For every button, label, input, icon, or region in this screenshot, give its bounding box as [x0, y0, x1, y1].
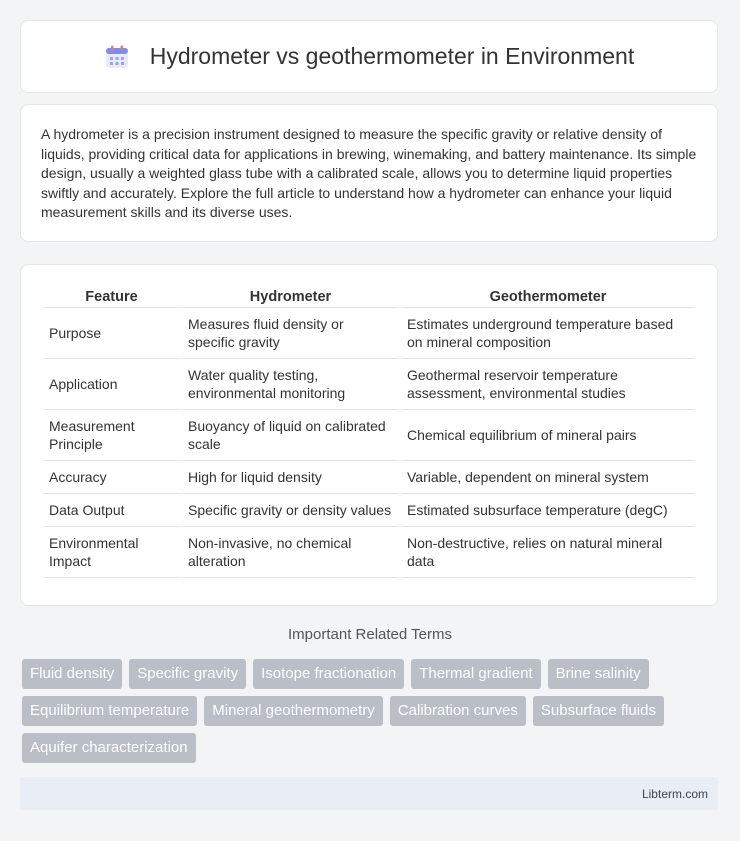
- term-tag[interactable]: Brine salinity: [548, 659, 649, 689]
- geothermometer-cell: Estimated subsurface temperature (degC): [401, 494, 695, 527]
- term-tag[interactable]: Calibration curves: [390, 696, 526, 726]
- term-tag[interactable]: Equilibrium temperature: [22, 696, 197, 726]
- table-row: [43, 359, 695, 410]
- term-tag[interactable]: Aquifer characterization: [22, 733, 196, 763]
- hydrometer-cell: Measures fluid density or specific gravity: [182, 308, 399, 359]
- geothermometer-cell: Estimates underground temperature based on mineral composition: [401, 308, 695, 359]
- feature-cell: Accuracy: [43, 461, 180, 494]
- geothermometer-cell: Non-destructive, relies on natural mineral data: [401, 527, 695, 578]
- geothermometer-cell: Variable, dependent on mineral system: [401, 461, 695, 494]
- comparison-table: [41, 285, 697, 578]
- table-row: [43, 308, 695, 359]
- footer-site-link[interactable]: Libterm.com: [641, 786, 708, 801]
- table-row: [43, 410, 695, 461]
- calendar-icon: [104, 44, 130, 70]
- header-card: [20, 20, 718, 93]
- term-tag[interactable]: Thermal gradient: [411, 659, 540, 689]
- term-tag[interactable]: Specific gravity: [129, 659, 246, 689]
- table-header-row: [43, 285, 695, 308]
- table-row: [43, 527, 695, 578]
- page-title: Hydrometer vs geothermometer in Environment: [149, 43, 635, 69]
- related-terms-title: Important Related Terms: [288, 626, 452, 643]
- geothermometer-cell: Chemical equilibrium of mineral pairs: [401, 410, 695, 461]
- term-tag[interactable]: Mineral geothermometry: [204, 696, 383, 726]
- comparison-card: [20, 264, 718, 606]
- table-row: [43, 461, 695, 494]
- header-feature: Feature: [43, 285, 180, 308]
- feature-cell: Application: [43, 359, 180, 410]
- term-tag[interactable]: Isotope fractionation: [253, 659, 404, 689]
- related-terms-list: [22, 659, 722, 763]
- feature-cell: Data Output: [43, 494, 180, 527]
- table-row: [43, 494, 695, 527]
- intro-text: A hydrometer is a precision instrument designed to measure the specific gravity or relative density of liquids, providing critical data for applications in brewing, winemaking, and battery maintenance. Its simple design, usually a weighted glass tube with a calibrated scale, allows you to determine liquid properties swiftly and accurately. Explore the full article to understand how a hydrometer can enhance your liquid measurement skills and its diverse uses.: [41, 126, 697, 221]
- feature-cell: Purpose: [43, 308, 180, 359]
- hydrometer-cell: Water quality testing, environmental monitoring: [182, 359, 399, 410]
- footer: [20, 777, 718, 810]
- header-hydrometer: Hydrometer: [182, 285, 399, 308]
- hydrometer-cell: Non-invasive, no chemical alteration: [182, 527, 399, 578]
- feature-cell: Environmental Impact: [43, 527, 180, 578]
- hydrometer-cell: Buoyancy of liquid on calibrated scale: [182, 410, 399, 461]
- header-geothermometer: Geothermometer: [401, 285, 695, 308]
- hydrometer-cell: Specific gravity or density values: [182, 494, 399, 527]
- feature-cell: Measurement Principle: [43, 410, 180, 461]
- term-tag[interactable]: Subsurface fluids: [533, 696, 664, 726]
- geothermometer-cell: Geothermal reservoir temperature assessment, environmental studies: [401, 359, 695, 410]
- intro-card: [20, 104, 718, 242]
- hydrometer-cell: High for liquid density: [182, 461, 399, 494]
- term-tag[interactable]: Fluid density: [22, 659, 122, 689]
